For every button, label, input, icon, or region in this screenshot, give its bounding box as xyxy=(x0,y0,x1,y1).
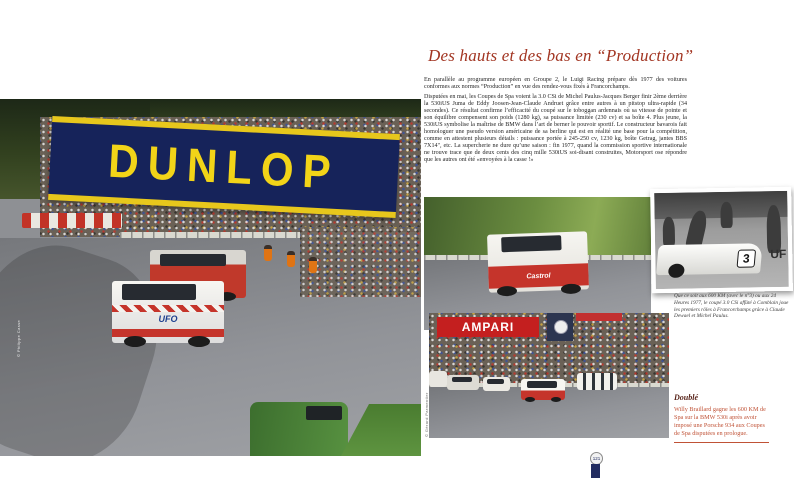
sidebar-title: Doublé xyxy=(674,393,698,402)
tower-roundel xyxy=(554,320,568,334)
red-white-barrier xyxy=(22,213,122,228)
tower-structure xyxy=(547,313,573,341)
photo-race-start xyxy=(429,313,669,438)
body-paragraph-2: Disputées en mai, les Coupes de Spa voient la 3.0 CSi de Michel Paulus-Jacques Berger finir 2ème derrière la 530iUS Juma de Eddy Joosen-Jean-Claude Andruet grâce entre autres à un pitstop ultra-rapide (34 secondes). Ce résultat confirme l’efficacité du coupé sur le toboggan ardennais où sa vitesse de pointe et son équilibre compensent son poids (1280 kg), sa puissance limitée (230 cv) et sa boîte 4. Plus jeune, la 530iUS symbolise la maîtrise de BMW dans l’art de berner le pouvoir sportif. Le constructeur bavarois fait homologuer une pseudo version américaine de sa berline qui est en réalité une base pour la compétition, comme en attestent plusieurs détails : puissance portée à 245-250 cv, 1230 kg, boîte Getrag, jantes BBS 7X14", etc. La supercherie ne dure qu’une saison : fin 1977, quand la commission sportive internationale ne trouve trace que de deux cents des cinq mille 530iUS soi-disant construites, Motorsport ose répondre que les autres ont été «envoyées à la casse !» xyxy=(424,93,687,163)
grid-car xyxy=(447,375,479,390)
photo-credit-right: © Gérard Parmentier xyxy=(424,392,429,437)
car-wheel xyxy=(124,336,146,347)
green-car xyxy=(250,402,348,456)
car-windshield xyxy=(160,254,226,266)
car-wheel xyxy=(525,397,535,402)
castrol-livery-text: Castrol xyxy=(526,272,551,280)
campari-banner xyxy=(437,317,539,337)
car-wheel xyxy=(551,397,561,402)
mechanic-figure xyxy=(720,202,732,228)
left-page-photo xyxy=(0,99,421,456)
car-windshield xyxy=(527,381,557,388)
checker-stripe xyxy=(112,305,224,312)
car-windshield xyxy=(452,377,472,382)
race-car-ufo xyxy=(112,281,224,343)
article-heading: Des hauts et des bas en “Production” xyxy=(428,46,694,65)
ufo-livery-text: UFO xyxy=(158,314,178,324)
marshal-figure xyxy=(264,245,272,261)
pit-wall-text: UF xyxy=(770,246,787,262)
car-windshield xyxy=(487,379,504,384)
trackside-spectators xyxy=(300,227,421,297)
sidebar-text: Willy Braillard gagne les 600 KM de Spa sur la BMW 530i après avoir imposé une Porsche 934 aux Coupes de Spa disputées en prologue. xyxy=(674,406,766,437)
grid-car-partial xyxy=(429,371,447,387)
marshal-figure xyxy=(309,257,317,273)
mechanic-figure xyxy=(766,205,781,253)
car-wheel xyxy=(188,336,210,347)
photo-credit-left: © Philippe Casse xyxy=(16,319,21,357)
dunlop-banner-text: DUNLOP xyxy=(107,134,341,199)
car-windshield xyxy=(306,406,342,420)
page-number-badge: 121 xyxy=(590,452,603,465)
photo-pitlane-bw xyxy=(650,187,793,293)
car-rear-window xyxy=(501,235,561,252)
body-paragraph-1: En parallèle au programme européen en Groupe 2, le Luigi Racing prépare dès 1977 des voitures conformes aux normes “Production” en vue des rendez-vous fixés à Francorchamps. xyxy=(424,77,687,90)
photo-caption: Que ce soit aux 600 KM (avec le n°3) ou aux 24 Heures 1977, le coupé 3.0 CSi affûté à Comblain joue les premiers rôles à Francorchamps grâce à Claude Dewael et Michel Paulus. xyxy=(674,293,789,320)
photo-castrol-bmw xyxy=(424,197,651,330)
grid-car-leader xyxy=(521,379,565,400)
sidebar-rule xyxy=(674,442,769,443)
sidebar-double xyxy=(674,393,771,443)
car-windshield xyxy=(122,284,196,300)
mechanic-figure xyxy=(663,217,676,247)
car-wheel xyxy=(668,264,685,278)
grid-car-striped xyxy=(577,373,617,390)
car-number-roundel: 3 xyxy=(737,249,757,267)
small-red-banner xyxy=(576,313,622,321)
campari-banner-text: AMPARI xyxy=(461,320,515,334)
grid-car xyxy=(483,377,510,391)
page-footer-bar xyxy=(591,464,600,478)
article-body xyxy=(424,77,687,166)
marshal-figure xyxy=(287,251,295,267)
race-car-castrol xyxy=(487,231,589,292)
race-car-number3 xyxy=(656,243,763,275)
